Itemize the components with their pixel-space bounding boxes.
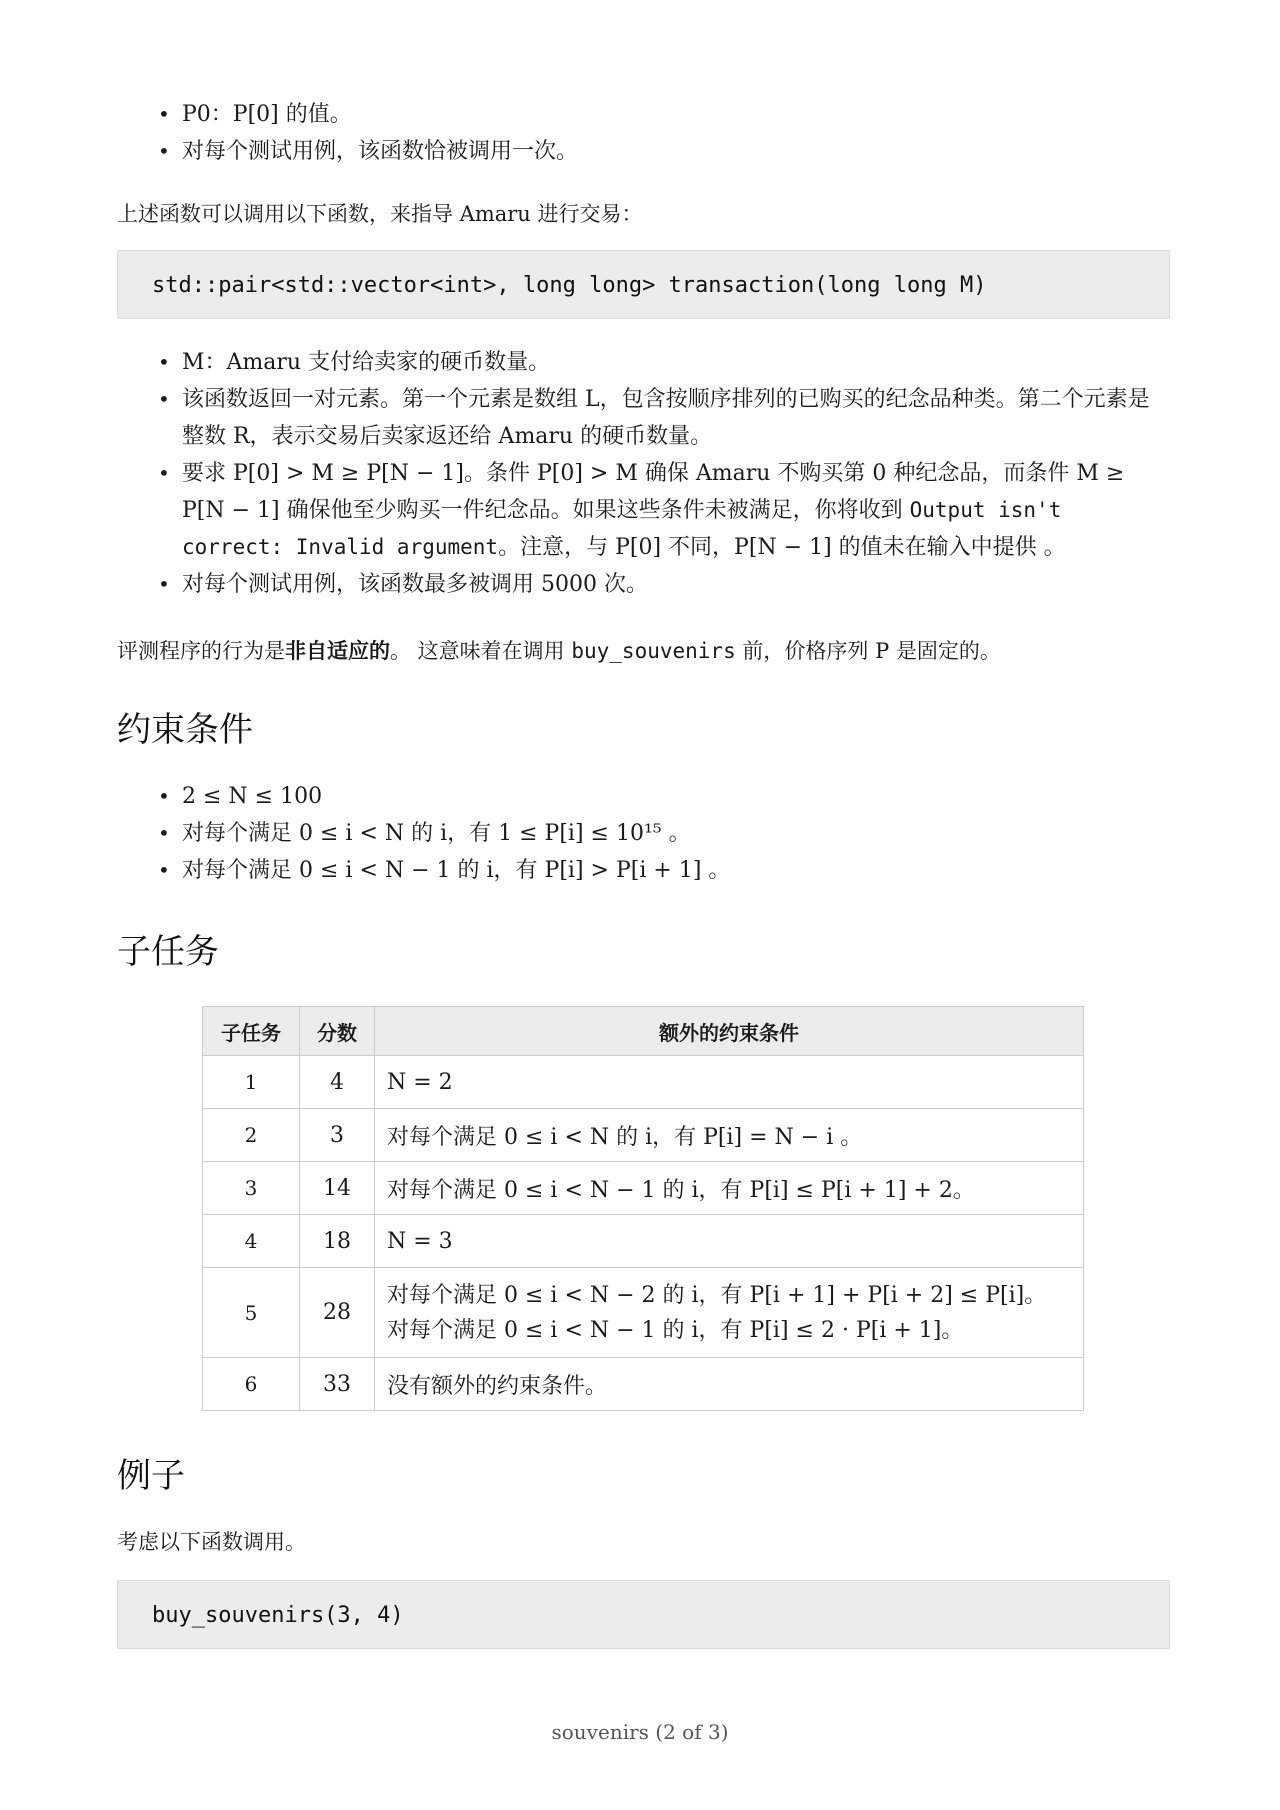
table-row (203, 1268, 1084, 1358)
bullet-requirement (117, 455, 1170, 566)
header-extra-constraints: 额外的约束条件 (375, 1007, 1084, 1056)
example-heading: 例子 (117, 1456, 185, 1496)
table-header-row (203, 1007, 1084, 1056)
subtask-score: 33 (300, 1358, 375, 1411)
subtask-id: 6 (203, 1358, 300, 1411)
subtask-id: 3 (203, 1162, 300, 1215)
constraints-list (117, 778, 1170, 889)
transaction-signature-code: std::pair<std::vector<int>, long long> transaction(long long M) (117, 250, 1170, 319)
grader-text-before: 评测程序的行为是 (117, 639, 285, 663)
subtask-constraint-line: 对每个满足 0 ≤ i < N − 1 的 i，有 P[i] ≤ 2 · P[i + 1]。 (387, 1317, 964, 1343)
bullet-call-limit: • 对每个测试用例，该函数最多被调用 5000 次。 (117, 566, 1170, 603)
table-row (203, 1109, 1084, 1162)
constraints-heading: 约束条件 (117, 710, 253, 750)
header-subtask: 子任务 (203, 1007, 300, 1056)
top-bullet-list (117, 96, 1170, 170)
requirement-text-1: 要求 P[0] > M ≥ P[N − 1]。条件 P[0] > M 确保 Amaru 不购买第 0 种纪念品，而条件 M ≥ P[N − 1] 确保他至少购买一件纪念品。如果这些条件未被满足，你将收到 (182, 461, 1125, 523)
bullet-return-value: • 该函数返回一对元素。第一个元素是数组 L，包含按顺序排列的已购买的纪念品种类。第二个元素是整数 R，表示交易后卖家返还给 Amaru 的硬币数量。 (117, 381, 1170, 455)
subtask-constraint: 对每个满足 0 ≤ i < N − 1 的 i，有 P[i] ≤ P[i + 1] + 2。 (375, 1162, 1084, 1215)
subtasks-table (202, 1006, 1084, 1411)
subtask-id: 2 (203, 1109, 300, 1162)
bullet-call-once: • 对每个测试用例，该函数恰被调用一次。 (117, 133, 1170, 170)
requirement-text-2: 。注意，与 P[0] 不同，P[N − 1] 的值未在输入中提供 。 (498, 535, 1066, 560)
subtask-constraint: 对每个满足 0 ≤ i < N 的 i，有 P[i] = N − i 。 (375, 1109, 1084, 1162)
page-footer: souvenirs (2 of 3) (551, 1720, 729, 1744)
intro-paragraph: 上述函数可以调用以下函数，来指导 Amaru 进行交易： (117, 202, 643, 226)
subtask-id: 1 (203, 1056, 300, 1109)
transaction-bullet-list (117, 344, 1170, 603)
subtask-constraint: N = 3 (375, 1215, 1084, 1268)
subtask-score: 28 (300, 1268, 375, 1358)
constraint-p-range: • 对每个满足 0 ≤ i < N 的 i，有 1 ≤ P[i] ≤ 10¹⁵ 。 (117, 815, 1170, 852)
subtasks-heading: 子任务 (117, 932, 219, 972)
grader-text-middle: 。 这意味着在调用 (390, 639, 572, 663)
subtask-constraint-line: 对每个满足 0 ≤ i < N − 2 的 i，有 P[i + 1] + P[i + 2] ≤ P[i]。 (387, 1282, 1047, 1308)
grader-paragraph (117, 633, 1170, 669)
subtask-score: 18 (300, 1215, 375, 1268)
header-score: 分数 (300, 1007, 375, 1056)
invalid-argument-code: Output isn't correct: Invalid argument (182, 498, 1062, 559)
constraint-n-range: • 2 ≤ N ≤ 100 (117, 778, 1170, 815)
subtask-id: 4 (203, 1215, 300, 1268)
subtask-score: 14 (300, 1162, 375, 1215)
table-row (203, 1162, 1084, 1215)
table-row (203, 1056, 1084, 1109)
subtask-score: 4 (300, 1056, 375, 1109)
bullet-p0: • P0：P[0] 的值。 (117, 96, 1170, 133)
subtask-id: 5 (203, 1268, 300, 1358)
subtask-constraint: 没有额外的约束条件。 (375, 1358, 1084, 1411)
example-call-code: buy_souvenirs(3, 4) (117, 1580, 1170, 1649)
subtask-score: 3 (300, 1109, 375, 1162)
constraint-p-decreasing: • 对每个满足 0 ≤ i < N − 1 的 i，有 P[i] > P[i + 1] 。 (117, 852, 1170, 889)
subtask-constraint (375, 1268, 1084, 1358)
table-row (203, 1215, 1084, 1268)
table-row (203, 1358, 1084, 1411)
subtask-constraint: N = 2 (375, 1056, 1084, 1109)
grader-bold-text: 非自适应的 (285, 639, 390, 663)
example-paragraph: 考虑以下函数调用。 (117, 1530, 306, 1554)
buy-souvenirs-code: buy_souvenirs (571, 639, 736, 663)
bullet-m-param: • M：Amaru 支付给卖家的硬币数量。 (117, 344, 1170, 381)
grader-text-after: 前，价格序列 P 是固定的。 (735, 639, 1001, 663)
